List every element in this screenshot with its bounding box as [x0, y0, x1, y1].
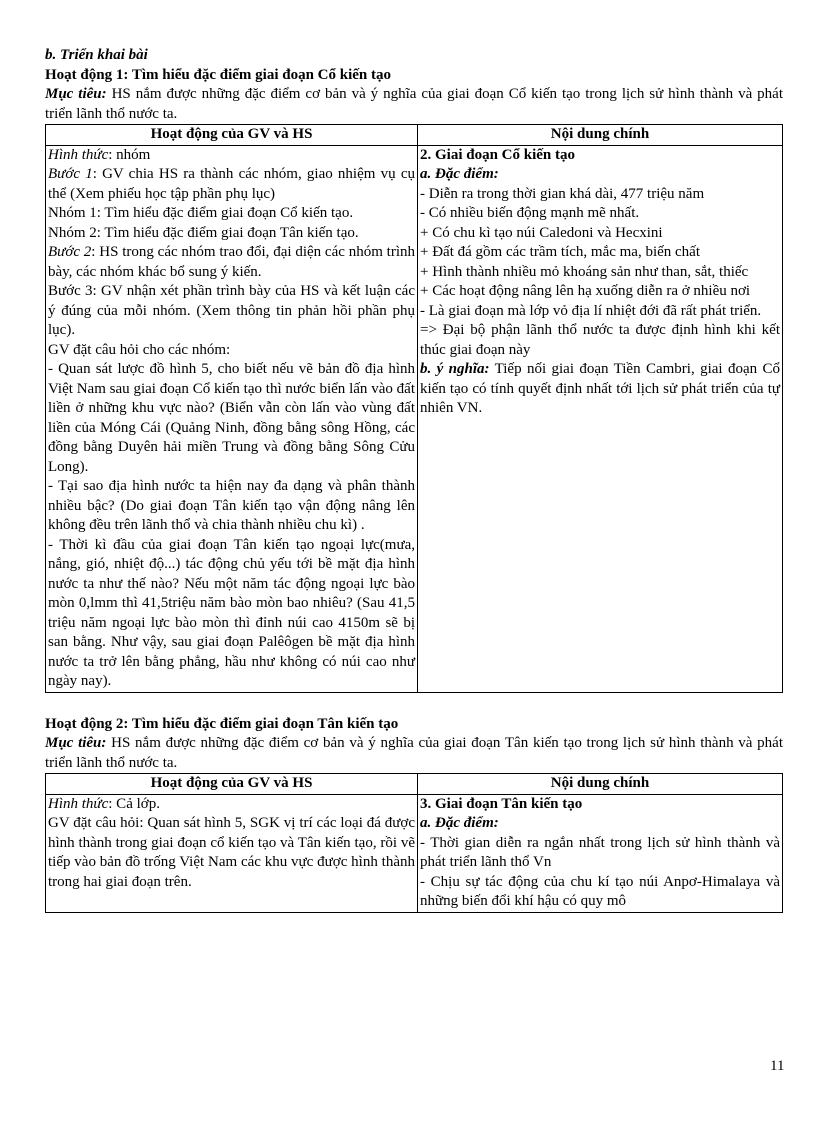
form-label: Hình thức: [48, 146, 109, 163]
question-2: - Tại sao địa hình nước ta hiện nay đa dạng và phân thành nhiều bậc? (Do giai đoạn Tân kiến tạo vận động nâng lên không đều trên lãnh thổ và chia thành nhiều chu kì) .: [48, 478, 415, 533]
col-header-activities: Hoạt động của GV và HS: [46, 125, 418, 146]
content-sub-a: a. Đặc điểm:: [420, 166, 499, 182]
content-point: - Thời gian diễn ra ngắn nhất trong lịch sử hình thành và phát triển lãnh thổ Vn: [420, 834, 780, 870]
questions-intro: GV đặt câu hỏi cho các nhóm:: [48, 341, 231, 358]
content-point: - Là giai đoạn mà lớp vỏ địa lí nhiệt đới đã rất phát triển.: [420, 302, 762, 319]
document-page: [45, 46, 783, 913]
content-point: - Diễn ra trong thời gian khá dài, 477 triệu năm: [420, 185, 705, 202]
table-row: [46, 794, 783, 912]
question: GV đặt câu hỏi: Quan sát hình 5, SGK vị trí các loại đá được hình thành trong giai đoạn cổ kiến tạo và Tân kiến tạo, rồi vẽ tiếp vào bản đồ trống Việt Nam các khu vực được hình thành trong hai giai đoạn trên.: [48, 815, 415, 890]
activity2-title-rest: : Tìm hiểu đặc điểm giai đoạn Tân kiến tạo: [123, 715, 399, 732]
content-point: + Các hoạt động nâng lên hạ xuống diễn ra ở nhiều nơi: [420, 283, 751, 299]
col-header-activities: Hoạt động của GV và HS: [46, 774, 418, 795]
activity2-objective: [45, 734, 783, 773]
content-sub-a: a. Đặc điểm:: [420, 815, 499, 831]
section-heading: b. Triển khai bài: [45, 47, 148, 63]
activity2-title-bold: Hoạt động 2: [45, 715, 124, 732]
content-significance: [420, 360, 780, 419]
form-line: [48, 146, 415, 166]
form-label: Hình thức: [48, 795, 109, 812]
page-number: 11: [770, 1058, 785, 1074]
form-line: [48, 795, 415, 815]
table-header-row: [46, 774, 783, 795]
spacer: [45, 693, 783, 715]
question-3: - Thời kì đầu của giai đoạn Tân kiến tạo ngoại lực(mưa, nắng, gió, nhiệt độ...) tác động chủ yếu tới bề mặt địa hình nước ta như thế nào? Nếu một năm tác động ngoại lực bào mòn 0,lmm thì 41,5triệu năm bào mòn bao nhiêu? (Sau 41,5 triệu năm ngoại lực bào mòn thì đỉnh núi cao 4150m sẽ bị san bằng. Như vậy, sau giai đoạn Palêôgen bề mặt địa hình nước ta trở lên bằng phẳng, hầu như không có núi cao như ngày nay).: [48, 536, 415, 689]
activity1-title: Hoạt động 1: Tìm hiểu đặc điểm giai đoạn Cổ kiến tạo: [45, 66, 392, 83]
content-point: - Có nhiều biến động mạnh mẽ nhất.: [420, 205, 640, 221]
step2: [48, 243, 415, 282]
content-heading: 2. Giai đoạn Cổ kiến tạo: [420, 146, 576, 163]
table-row: [46, 145, 783, 692]
objective-label: Mục tiêu:: [45, 735, 107, 751]
activities-cell: [46, 145, 418, 692]
objective-text: HS nắm được những đặc điểm cơ bản và ý nghĩa của giai đoạn Cổ kiến tạo trong lịch sử hình thành và phát triển lãnh thổ nước ta.: [45, 86, 784, 122]
activity1-objective: [45, 85, 783, 124]
step3: Bước 3: GV nhận xét phần trình bày của HS và kết luận các ý đúng của mỗi nhóm. (Xem thông tin phản hồi phần phụ lục).: [48, 283, 415, 338]
group1: Nhóm 1: Tìm hiểu đặc điểm giai đoạn Cổ kiến tạo.: [48, 205, 354, 221]
activity1-table: [45, 124, 783, 693]
content-point: - Chịu sự tác động của chu kí tạo núi Anpơ-Himalaya và những biến đổi khí hậu có quy mô: [420, 873, 780, 909]
content-point: => Đại bộ phận lãnh thổ nước ta được định hình khi kết thúc giai đoạn này: [420, 322, 780, 358]
activities-cell: [46, 794, 418, 912]
objective-text: HS nắm được những đặc điểm cơ bản và ý nghĩa của giai đoạn Tân kiến tạo trong lịch sử hình thành và phát triển lãnh thổ nước ta.: [45, 735, 784, 771]
content-heading: 3. Giai đoạn Tân kiến tạo: [420, 795, 583, 812]
activity2-title: [45, 715, 783, 735]
significance-text: Tiếp nối giai đoạn Tiền Cambri, giai đoạn Cổ kiến tạo có tính quyết định nhất tới lịch sử phát triển của tự nhiên VN.: [420, 361, 780, 416]
question-1: - Quan sát lược đồ hình 5, cho biết nếu vẽ bản đồ địa hình Việt Nam sau giai đoạn Cổ kiến tạo thì nước biển lấn vào đất liền ở những khu vực nào? (Biển vẫn còn lấn vào vùng đất liền của Móng Cái (Quảng Ninh, đồng bằng sông Hồng, các đồng bằng Duyên hải miền Trung và đồng bằng Sông Cửu Long).: [48, 361, 415, 475]
content-point: + Hình thành nhiều mỏ khoáng sản như than, sắt, thiếc: [420, 263, 749, 280]
content-point: + Đất đá gồm các trầm tích, mắc ma, biến chất: [420, 244, 701, 260]
group2: Nhóm 2: Tìm hiểu đặc điểm giai đoạn Tân kiến tạo.: [48, 224, 359, 241]
content-cell: [418, 794, 783, 912]
form-text: : Cả lớp.: [108, 795, 160, 812]
step1: [48, 165, 415, 204]
step1-label: Bước 1: [48, 166, 93, 182]
content-sub-b: b. ý nghĩa:: [420, 361, 490, 377]
form-text: : nhóm: [108, 146, 151, 163]
step2-text: : HS trong các nhóm trao đổi, đại diện các nhóm trình bày, các nhóm khác bổ sung ý kiến.: [48, 244, 415, 280]
col-header-content: Nội dung chính: [418, 125, 783, 146]
step2-label: Bước 2: [48, 244, 92, 260]
content-point: + Có chu kì tạo núi Caledoni và Hecxini: [420, 224, 663, 241]
content-cell: [418, 145, 783, 692]
activity2-table: [45, 773, 783, 913]
step1-text: : GV chia HS ra thành các nhóm, giao nhiệm vụ cụ thể (Xem phiếu học tập phần phụ lục): [48, 166, 415, 202]
objective-label: Mục tiêu:: [45, 86, 107, 102]
col-header-content: Nội dung chính: [418, 774, 783, 795]
table-header-row: [46, 125, 783, 146]
